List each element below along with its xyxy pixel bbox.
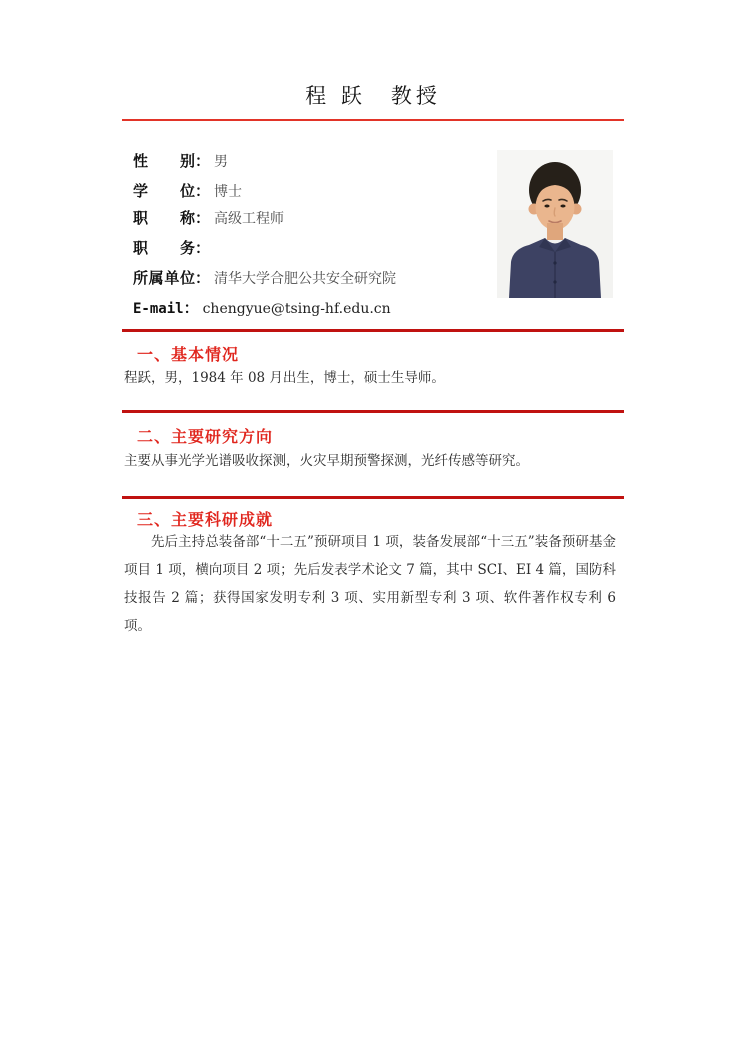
field-row-degree [133, 182, 493, 202]
colon: ： [183, 300, 199, 317]
section-body-research-directions: 主要从事光学光谱吸收探测，火灾早期预警探测，光纤传感等研究。 [124, 453, 529, 469]
section-body-basic-info: 程跃，男，1984 年 08 月出生，博士，硕士生导师。 [124, 370, 445, 386]
section-divider [122, 329, 624, 332]
section-divider [122, 410, 624, 413]
field-row-email [133, 299, 493, 319]
position-label: 职务 [133, 240, 195, 257]
affiliation-value: 清华大学合肥公共安全研究院 [214, 271, 397, 287]
section-body-achievements: 先后主持总装备部“十二五”预研项目 1 项，装备发展部“十三五”装备预研基金项目 1 项，横向项目 2 项；先后发表学术论文 7 篇，其中 SCI、EI 4 篇，国防科技报告 2 篇；获得国家发明专利 3 项、实用新型专利 3 项、软件著作权专利 6 项。 [124, 534, 616, 634]
portrait-photo [497, 150, 613, 298]
field-row-professional-title [133, 209, 493, 229]
affiliation-label: 所属单位 [133, 270, 195, 287]
professional-title-value: 高级工程师 [214, 211, 285, 227]
page-title: 程 跃 教授 [305, 84, 441, 108]
field-row-gender [133, 152, 493, 172]
profile-info-block [133, 152, 493, 326]
portrait-photo-illustration [497, 150, 613, 298]
gender-label: 性别 [133, 153, 195, 170]
colon: ： [195, 183, 211, 200]
colon: ： [195, 153, 211, 170]
degree-value: 博士 [214, 184, 243, 200]
degree-label: 学位 [133, 183, 195, 200]
section-divider [122, 496, 624, 499]
section-heading-achievements: 三、主要科研成就 [137, 512, 274, 529]
gender-value: 男 [214, 154, 229, 170]
field-row-affiliation [133, 269, 493, 289]
section-heading-basic-info: 一、基本情况 [137, 347, 240, 364]
title-underline-rule [122, 119, 624, 121]
professional-title-label: 职称 [133, 210, 195, 227]
colon: ： [195, 270, 211, 287]
section-heading-research-directions: 二、主要研究方向 [137, 429, 274, 446]
colon: ： [195, 210, 211, 227]
field-row-position [133, 239, 493, 259]
email-label: E-mail [133, 301, 184, 317]
colon: ： [195, 240, 211, 257]
email-value: chengyue@tsing-hf.edu.cn [202, 301, 391, 317]
